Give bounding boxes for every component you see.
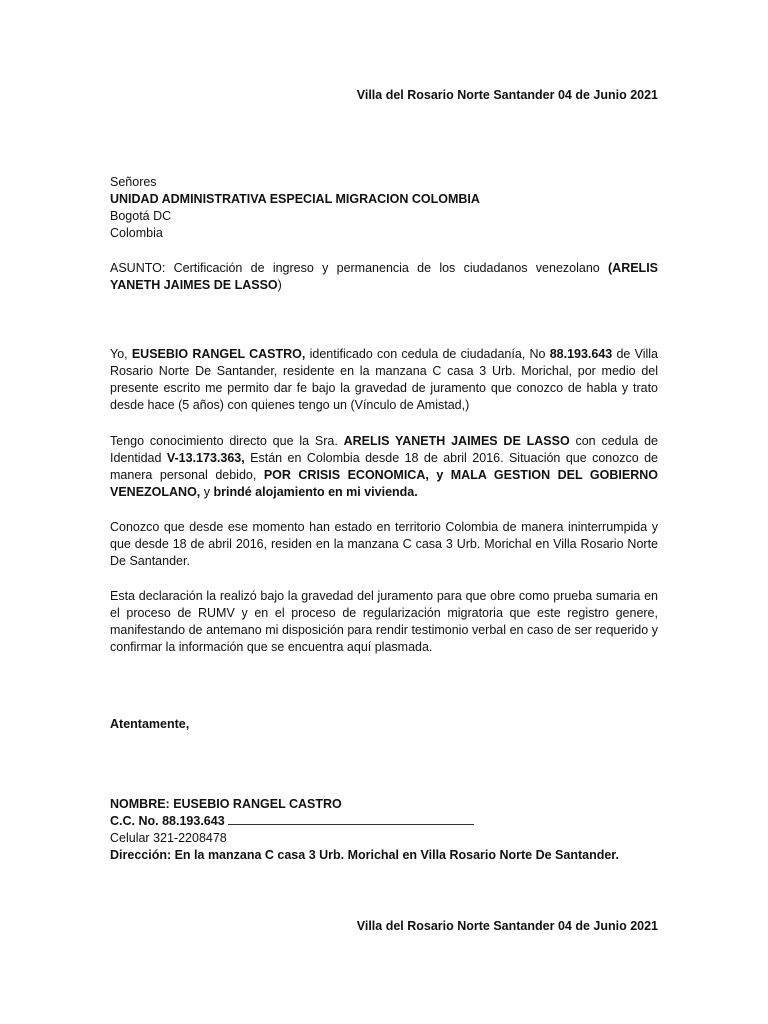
signature-block	[110, 796, 658, 864]
signature-name: NOMBRE: EUSEBIO RANGEL CASTRO	[110, 797, 342, 811]
signature-phone: Celular 321-2208478	[110, 831, 227, 845]
subject-line	[110, 260, 658, 294]
signature-cc: C.C. No. 88.193.643	[110, 814, 225, 828]
signature-address: Dirección: En la manzana C casa 3 Urb. Morichal en Villa Rosario Norte De Santander.	[110, 848, 619, 862]
recipient-country: Colombia	[110, 226, 163, 240]
recipient-entity: UNIDAD ADMINISTRATIVA ESPECIAL MIGRACION COLOMBIA	[110, 192, 480, 206]
p2-beneficiary-name: ARELIS YANETH JAIMES DE LASSO	[343, 434, 570, 448]
p1-text-b: identificado con cedula de ciudadanía, No	[305, 347, 550, 361]
subject-text: Certificación de ingreso y permanencia de los ciudadanos venezolano	[165, 261, 608, 275]
p1-declarant-name: EUSEBIO RANGEL CASTRO,	[131, 347, 306, 361]
p2-text-b: con cedula de Identidad	[110, 434, 658, 465]
p1-text-c: de Villa Rosario Norte De Santander, residente en la manzana C casa 3 Urb. Morichal, por medio del presente escrito me permito dar fe bajo la gravedad de juramento que conozco de habla y trato desde hace (5 años) con quienes tengo un (Vínculo de Amistad,)	[110, 347, 658, 412]
subject-label: ASUNTO:	[110, 261, 166, 275]
subject-close: )	[277, 278, 282, 292]
recipient-city: Bogotá DC	[110, 209, 172, 223]
footer-place-date: Villa del Rosario Norte Santander 04 de Junio 2021	[356, 919, 658, 933]
p2-text-a: Tengo conocimiento directo que la Sra.	[110, 434, 344, 448]
body-paragraph-4: Esta declaración la realizó bajo la gravedad del juramento para que obre como prueba sumaria en el proceso de RUMV y en el proceso de regularización migratoria que este registro genere, manifestando de antemano mi disposición para rendir testimonio verbal en caso de ser requerido y confirmar la información que se encuentra aquí plasmada.	[110, 589, 658, 654]
greeting: Señores	[110, 175, 157, 189]
body-paragraph-1	[110, 346, 658, 414]
p2-reason: POR CRISIS ECONOMICA, y MALA GESTION DEL GOBIERNO VENEZOLANO,	[110, 468, 658, 499]
p2-text-d: y	[200, 485, 214, 499]
p1-text-a: Yo,	[110, 347, 132, 361]
recipient-block	[110, 174, 658, 242]
body-paragraph-3: Conozco que desde ese momento han estado en territorio Colombia de manera ininterrumpida y que desde 18 de abril 2016, residen en la manzana C casa 3 Urb. Morichal en Villa Rosario Norte De Santander.	[110, 520, 658, 568]
body-paragraph-2	[110, 433, 658, 501]
p2-lodging: brindé alojamiento en mi vivienda.	[213, 485, 418, 499]
header-place-date: Villa del Rosario Norte Santander 04 de Junio 2021	[356, 88, 658, 102]
p2-text-c: Están en Colombia desde 18 de abril 2016. Situación que conozco de manera personal debido,	[110, 451, 658, 482]
p2-beneficiary-id: V-13.173.363,	[166, 451, 245, 465]
p1-declarant-id: 88.193.643	[549, 347, 613, 361]
signature-cc-row	[110, 813, 658, 830]
closing: Atentamente,	[110, 717, 190, 731]
subject-name: (ARELIS YANETH JAIMES DE LASSO	[110, 261, 658, 292]
signature-line	[228, 813, 474, 825]
